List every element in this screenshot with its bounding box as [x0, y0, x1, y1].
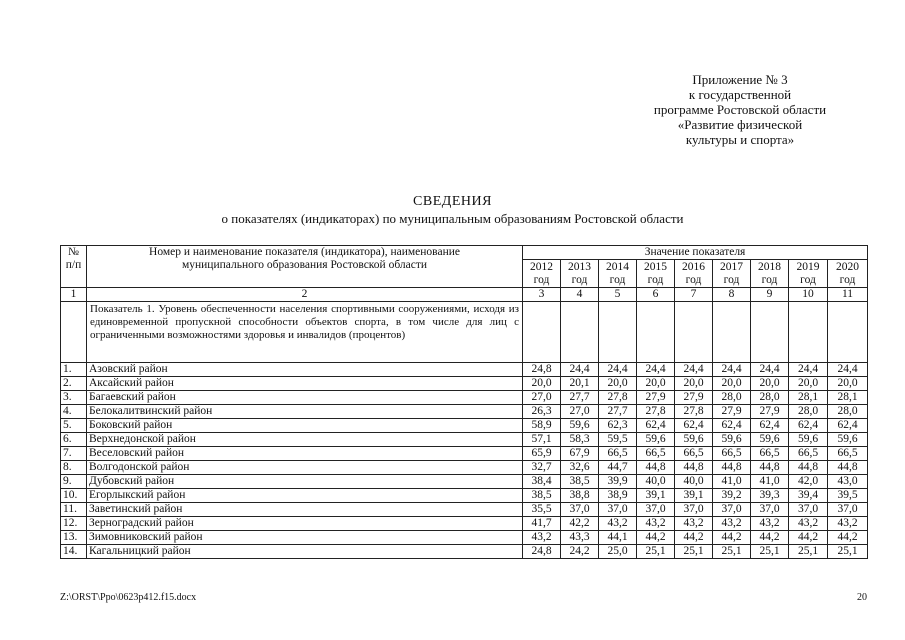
value-cell: 24,4	[675, 363, 713, 377]
value-cell: 38,5	[561, 475, 599, 489]
column-number: 1	[61, 288, 87, 302]
value-cell: 28,0	[828, 405, 868, 419]
value-cell: 35,5	[523, 503, 561, 517]
values-header: Значение показателя	[523, 246, 868, 260]
value-cell: 20,0	[675, 377, 713, 391]
column-number: 10	[789, 288, 828, 302]
table-row	[61, 433, 868, 447]
year-label: 2014	[606, 260, 629, 273]
table-row	[61, 475, 868, 489]
indicators-table	[60, 245, 868, 559]
table-row	[61, 517, 868, 531]
value-cell: 44,2	[675, 531, 713, 545]
value-cell: 25,1	[828, 545, 868, 559]
value-cell: 59,6	[637, 433, 675, 447]
page-number: 20	[857, 592, 867, 603]
row-number: 5.	[61, 419, 87, 433]
value-cell: 58,3	[561, 433, 599, 447]
row-number: 7.	[61, 447, 87, 461]
value-cell: 28,1	[789, 391, 828, 405]
value-cell: 20,0	[599, 377, 637, 391]
table-row	[61, 545, 868, 559]
value-cell: 44,8	[828, 461, 868, 475]
row-number: 4.	[61, 405, 87, 419]
value-cell: 40,0	[637, 475, 675, 489]
value-cell: 62,4	[751, 419, 789, 433]
value-cell: 62,4	[675, 419, 713, 433]
year-unit: год	[723, 273, 740, 286]
district-name: Багаевский район	[87, 391, 523, 405]
value-cell: 42,2	[561, 517, 599, 531]
year-label: 2013	[568, 260, 591, 273]
value-cell: 44,8	[713, 461, 751, 475]
district-name: Боковский район	[87, 419, 523, 433]
year-label: 2018	[758, 260, 781, 273]
year-header	[675, 260, 713, 288]
value-cell: 38,5	[523, 489, 561, 503]
value-cell: 44,2	[713, 531, 751, 545]
table-row	[61, 391, 868, 405]
year-unit: год	[800, 273, 816, 286]
value-cell: 44,2	[637, 531, 675, 545]
row-number: 2.	[61, 377, 87, 391]
value-cell: 24,4	[637, 363, 675, 377]
document-subtitle: о показателях (индикаторах) по муниципальным образованиям Ростовской области	[221, 211, 684, 226]
value-cell: 40,0	[675, 475, 713, 489]
value-cell: 27,7	[561, 391, 599, 405]
value-cell: 39,4	[789, 489, 828, 503]
row-number: 1.	[61, 363, 87, 377]
year-label: 2019	[796, 260, 820, 273]
appendix-line: культуры и спорта»	[685, 132, 795, 147]
year-header	[637, 260, 675, 288]
row-number: 10.	[61, 489, 87, 503]
indicator-description: Показатель 1. Уровень обеспеченности населения спортивными сооружениями, исходя из единовременной пропускной способности объектов спорта, в том числе для лиц с ограниченными возможностями здоровья и инвалидов (процентов)	[87, 302, 523, 363]
value-cell: 66,5	[599, 447, 637, 461]
value-cell: 66,5	[713, 447, 751, 461]
value-cell: 39,3	[751, 489, 789, 503]
value-cell: 66,5	[637, 447, 675, 461]
appendix-line: «Развитие физической	[677, 117, 803, 132]
value-cell: 37,0	[789, 503, 828, 517]
value-cell: 41,0	[713, 475, 751, 489]
value-cell: 38,4	[523, 475, 561, 489]
year-header	[751, 260, 789, 288]
table-row	[61, 405, 868, 419]
value-cell: 37,0	[675, 503, 713, 517]
row-number: 11.	[61, 503, 87, 517]
value-cell: 27,8	[599, 391, 637, 405]
value-cell: 27,8	[637, 405, 675, 419]
column-number: 7	[675, 288, 713, 302]
value-cell: 44,8	[637, 461, 675, 475]
value-cell: 59,6	[751, 433, 789, 447]
value-cell: 32,6	[561, 461, 599, 475]
table-row	[61, 531, 868, 545]
value-cell: 43,3	[561, 531, 599, 545]
value-cell: 37,0	[751, 503, 789, 517]
table-row	[61, 503, 868, 517]
row-number: 6.	[61, 433, 87, 447]
district-name: Зимовниковский район	[87, 531, 523, 545]
value-cell: 24,2	[561, 545, 599, 559]
table-row	[61, 447, 868, 461]
indicator-number-cell	[61, 302, 87, 363]
value-cell: 59,6	[828, 433, 868, 447]
value-cell: 43,2	[675, 517, 713, 531]
year-header	[789, 260, 828, 288]
value-cell: 27,7	[599, 405, 637, 419]
year-label: 2015	[644, 260, 667, 273]
value-cell: 59,5	[599, 433, 637, 447]
district-name: Егорлыкский район	[87, 489, 523, 503]
row-number: 3.	[61, 391, 87, 405]
value-cell: 44,2	[789, 531, 828, 545]
value-cell: 24,4	[561, 363, 599, 377]
value-cell: 66,5	[828, 447, 868, 461]
value-cell: 20,0	[751, 377, 789, 391]
district-name: Верхнедонской район	[87, 433, 523, 447]
value-cell: 43,2	[713, 517, 751, 531]
value-cell: 41,0	[751, 475, 789, 489]
document-heading	[0, 193, 905, 227]
value-cell: 25,1	[751, 545, 789, 559]
value-cell: 59,6	[789, 433, 828, 447]
value-cell: 32,7	[523, 461, 561, 475]
year-unit: год	[839, 273, 856, 286]
value-cell: 44,8	[751, 461, 789, 475]
year-label: 2017	[720, 260, 743, 273]
value-cell: 27,9	[637, 391, 675, 405]
indicator-row	[61, 302, 868, 363]
value-cell: 43,2	[599, 517, 637, 531]
column-number: 6	[637, 288, 675, 302]
district-name: Веселовский район	[87, 447, 523, 461]
value-cell: 67,9	[561, 447, 599, 461]
year-unit: год	[533, 273, 550, 286]
value-cell: 27,0	[561, 405, 599, 419]
value-cell: 44,8	[675, 461, 713, 475]
district-name: Кагальницкий район	[87, 545, 523, 559]
value-cell: 20,0	[637, 377, 675, 391]
value-cell: 39,5	[828, 489, 868, 503]
value-cell: 24,4	[828, 363, 868, 377]
value-cell: 38,8	[561, 489, 599, 503]
row-number: 8.	[61, 461, 87, 475]
value-cell: 59,6	[675, 433, 713, 447]
value-cell: 39,1	[675, 489, 713, 503]
value-cell: 27,9	[713, 405, 751, 419]
district-name: Белокалитвинский район	[87, 405, 523, 419]
table-row	[61, 419, 868, 433]
document-title: СВЕДЕНИЯ	[413, 194, 492, 209]
column-number: 9	[751, 288, 789, 302]
value-cell: 28,0	[789, 405, 828, 419]
value-cell: 27,8	[675, 405, 713, 419]
value-cell: 43,2	[751, 517, 789, 531]
value-cell: 39,9	[599, 475, 637, 489]
district-name: Дубовский район	[87, 475, 523, 489]
column-number: 8	[713, 288, 751, 302]
row-number: 12.	[61, 517, 87, 531]
col-name-header: Номер и наименование показателя (индикатора), наименование муниципального образования Ростовской области	[87, 246, 523, 288]
value-cell: 39,1	[637, 489, 675, 503]
value-cell: 44,2	[828, 531, 868, 545]
value-cell: 24,4	[751, 363, 789, 377]
value-cell: 43,2	[637, 517, 675, 531]
year-unit: год	[761, 273, 778, 286]
district-name: Зерноградский район	[87, 517, 523, 531]
value-cell: 26,3	[523, 405, 561, 419]
column-number: 3	[523, 288, 561, 302]
value-cell: 38,9	[599, 489, 637, 503]
value-cell: 37,0	[599, 503, 637, 517]
district-name: Азовский район	[87, 363, 523, 377]
year-unit: год	[647, 273, 664, 286]
value-cell: 24,8	[523, 545, 561, 559]
table-row	[61, 377, 868, 391]
column-number: 11	[828, 288, 868, 302]
value-cell: 27,9	[751, 405, 789, 419]
value-cell: 43,2	[789, 517, 828, 531]
row-number: 14.	[61, 545, 87, 559]
value-cell: 37,0	[828, 503, 868, 517]
column-number: 5	[599, 288, 637, 302]
value-cell: 24,4	[713, 363, 751, 377]
appendix-block	[600, 72, 880, 147]
value-cell: 25,1	[637, 545, 675, 559]
appendix-line: Приложение № 3	[692, 72, 788, 87]
value-cell: 44,1	[599, 531, 637, 545]
value-cell: 44,2	[751, 531, 789, 545]
value-cell: 43,2	[828, 517, 868, 531]
year-label: 2016	[682, 260, 705, 273]
value-cell: 20,1	[561, 377, 599, 391]
year-label: 2012	[530, 260, 553, 273]
year-unit: год	[685, 273, 702, 286]
value-cell: 24,4	[789, 363, 828, 377]
value-cell: 43,2	[523, 531, 561, 545]
year-unit: год	[609, 273, 626, 286]
value-cell: 27,0	[523, 391, 561, 405]
table-row	[61, 363, 868, 377]
column-number: 2	[87, 288, 523, 302]
value-cell: 25,1	[713, 545, 751, 559]
value-cell: 62,4	[789, 419, 828, 433]
value-cell: 65,9	[523, 447, 561, 461]
value-cell: 41,7	[523, 517, 561, 531]
value-cell: 24,4	[599, 363, 637, 377]
value-cell: 62,3	[599, 419, 637, 433]
value-cell: 42,0	[789, 475, 828, 489]
value-cell: 44,7	[599, 461, 637, 475]
value-cell: 25,1	[789, 545, 828, 559]
value-cell: 58,9	[523, 419, 561, 433]
value-cell: 20,0	[789, 377, 828, 391]
value-cell: 37,0	[637, 503, 675, 517]
value-cell: 20,0	[523, 377, 561, 391]
value-cell: 43,0	[828, 475, 868, 489]
year-header	[561, 260, 599, 288]
value-cell: 27,9	[675, 391, 713, 405]
column-number: 4	[561, 288, 599, 302]
table-row	[61, 489, 868, 503]
value-cell: 24,8	[523, 363, 561, 377]
year-header	[828, 260, 868, 288]
district-name: Волгодонской район	[87, 461, 523, 475]
value-cell: 28,0	[713, 391, 751, 405]
value-cell: 39,2	[713, 489, 751, 503]
year-unit: год	[571, 273, 588, 286]
value-cell: 57,1	[523, 433, 561, 447]
district-name: Аксайский район	[87, 377, 523, 391]
year-label: 2020	[836, 260, 860, 273]
value-cell: 25,0	[599, 545, 637, 559]
value-cell: 59,6	[561, 419, 599, 433]
value-cell: 62,4	[828, 419, 868, 433]
value-cell: 37,0	[713, 503, 751, 517]
value-cell: 66,5	[751, 447, 789, 461]
value-cell: 28,0	[751, 391, 789, 405]
value-cell: 66,5	[789, 447, 828, 461]
value-cell: 28,1	[828, 391, 868, 405]
col-number-header: № п/п	[61, 246, 87, 288]
table-row	[61, 461, 868, 475]
value-cell: 20,0	[713, 377, 751, 391]
value-cell: 20,0	[828, 377, 868, 391]
row-number: 9.	[61, 475, 87, 489]
footer-file-path: Z:\ORST\Ppo\0623p412.f15.docx	[60, 592, 197, 603]
value-cell: 44,8	[789, 461, 828, 475]
row-number: 13.	[61, 531, 87, 545]
value-cell: 62,4	[713, 419, 751, 433]
year-header	[713, 260, 751, 288]
year-header	[523, 260, 561, 288]
appendix-line: программе Ростовской области	[653, 102, 827, 117]
column-numbers-row	[61, 288, 868, 302]
appendix-line: к государственной	[688, 87, 792, 102]
value-cell: 59,6	[713, 433, 751, 447]
year-header	[599, 260, 637, 288]
value-cell: 25,1	[675, 545, 713, 559]
value-cell: 66,5	[675, 447, 713, 461]
district-name: Заветинский район	[87, 503, 523, 517]
value-cell: 37,0	[561, 503, 599, 517]
value-cell: 62,4	[637, 419, 675, 433]
